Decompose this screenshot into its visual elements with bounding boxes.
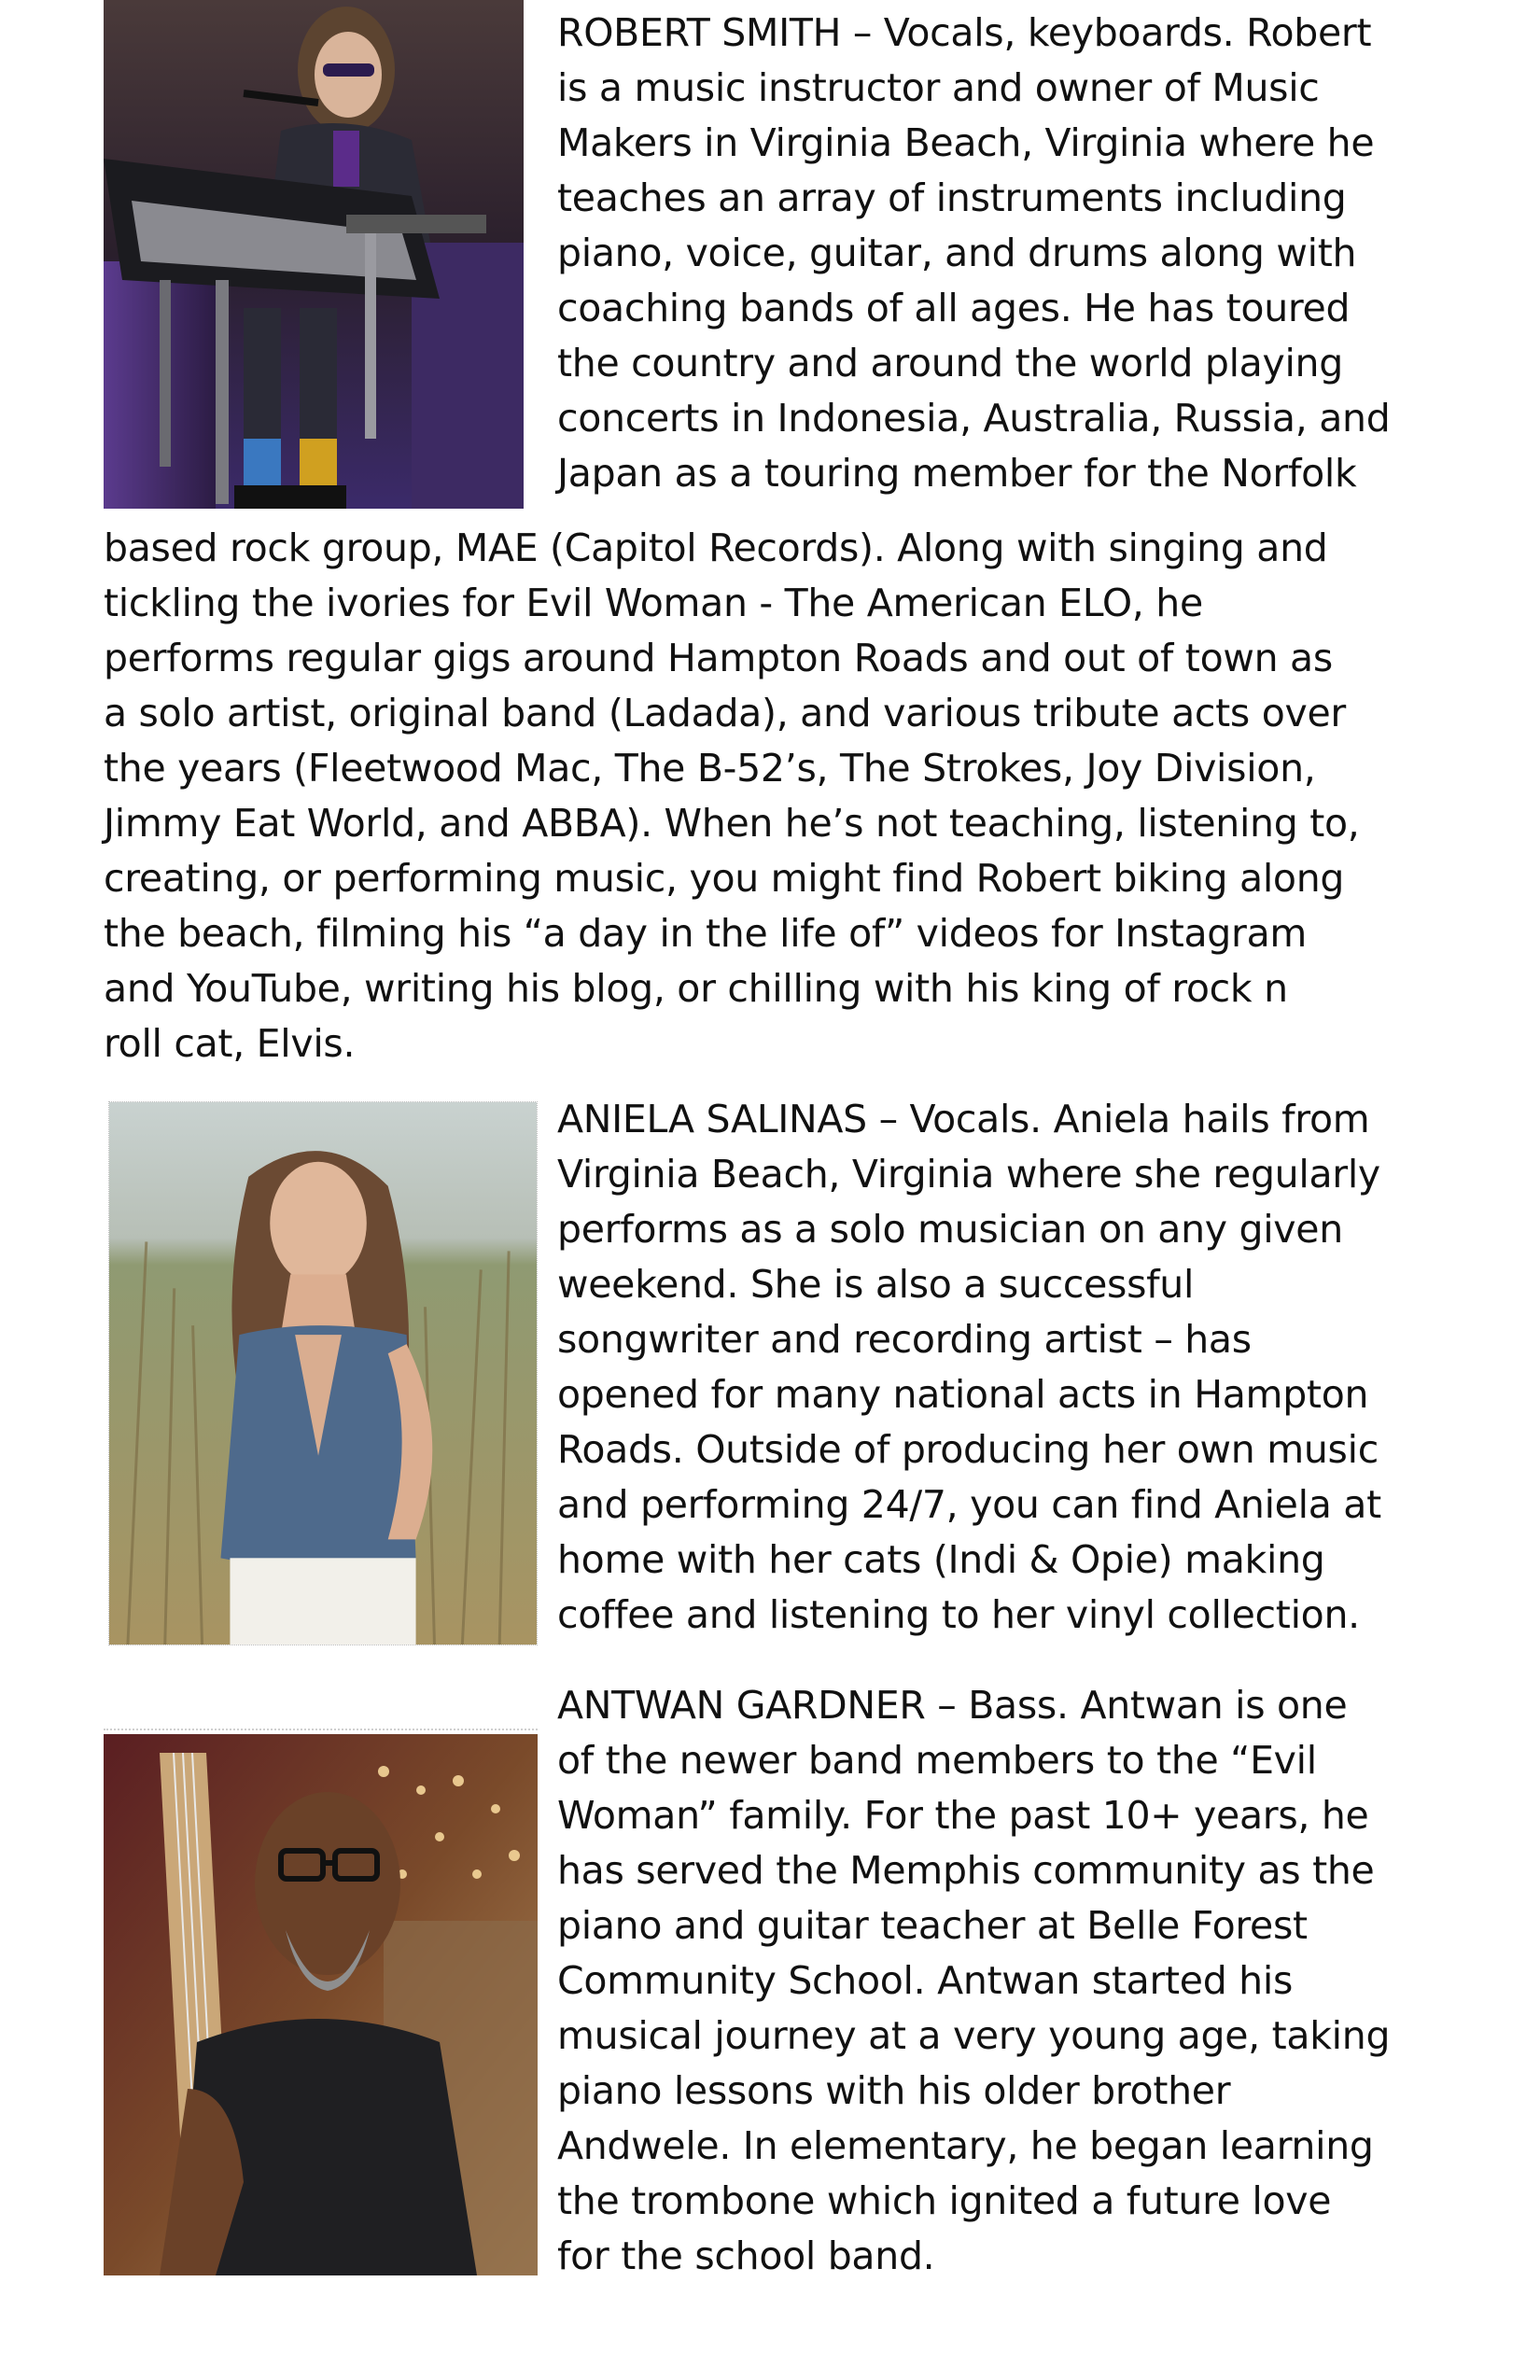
- robert-smith-bio-intro: ROBERT SMITH – Vocals, keyboards. Robert is a music instructor and owner of Music Makers in Virginia Beach, Virginia where he teaches an array of instruments including piano, voice, guitar, and drums along with coaching bands of all ages. He has toured the country and around the world playing concerts in Indonesia, Australia, Russia, and Japan as a touring member for the Norfolk: [557, 10, 1391, 496]
- antwan-gardner-photo: [104, 1734, 538, 2275]
- aniela-salinas-photo: [108, 1101, 538, 1645]
- section-divider: [104, 1729, 538, 1730]
- robert-smith-photo: [104, 0, 524, 509]
- robert-smith-bio-continued: based rock group, MAE (Capitol Records). Along with singing and tickling the ivories for Evil Woman - The American ELO, he performs regular gigs around Hampton Roads and out of town as a solo artist, original band (Ladada), and various tribute acts over the years (Fleetwood Mac, The B-52’s, The Strokes, Joy Division, Jimmy Eat World, and ABBA). When he’s not teaching, listening to, creating, or performing music, you might find Robert biking along the beach, filming his “a day in the life of” videos for Instagram and YouTube, writing his blog, or chilling with his king of rock n roll cat, Elvis.: [104, 525, 1360, 1066]
- antwan-gardner-bio: ANTWAN GARDNER – Bass. Antwan is one of the newer band members to the “Evil Woman” family. For the past 10+ years, he has served the Memphis community as the piano and guitar teacher at Belle Forest Community School. Antwan started his musical journey at a very young age, taking piano lessons with his older brother Andwele. In elementary, he began learning the trombone which ignited a future love for the school band.: [557, 1683, 1391, 2278]
- aniela-salinas-bio: ANIELA SALINAS – Vocals. Aniela hails from Virginia Beach, Virginia where she regularly performs as a solo musician on any given weekend. She is also a successful songwriter and recording artist – has opened for many national acts in Hampton Roads. Outside of producing her own music and performing 24/7, you can find Aniela at home with her cats (Indi & Opie) making coffee and listening to her vinyl collection.: [557, 1097, 1381, 1637]
